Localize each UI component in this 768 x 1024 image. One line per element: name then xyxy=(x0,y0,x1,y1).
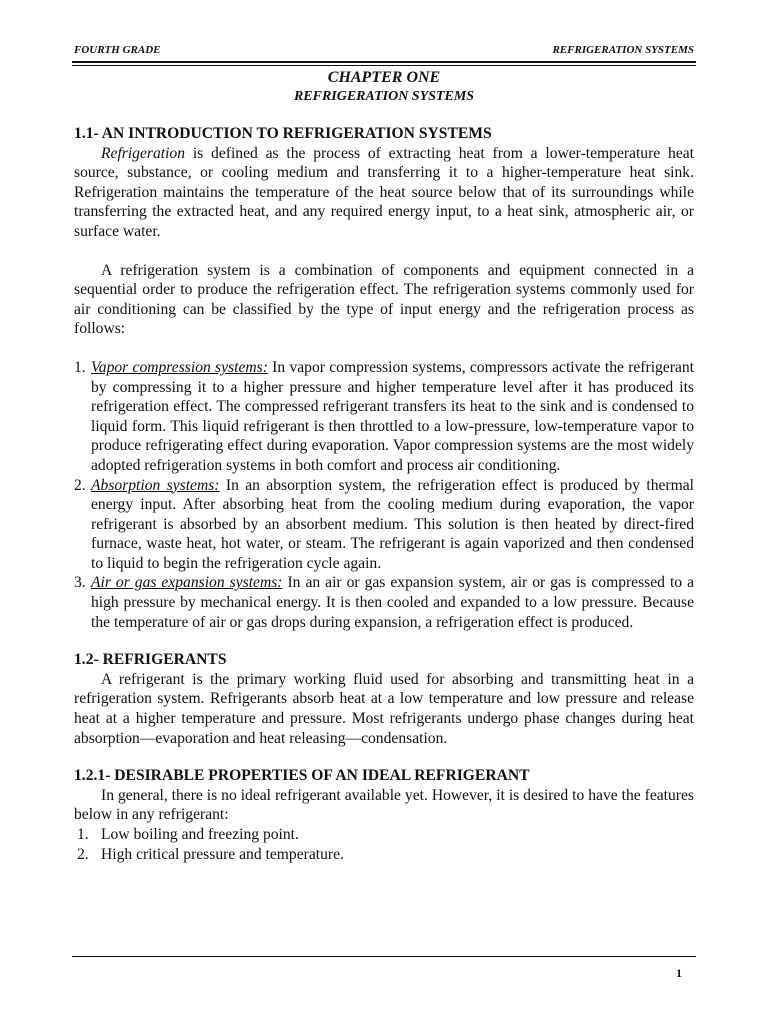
list-number: 2. xyxy=(74,476,86,494)
page-number: 1 xyxy=(676,966,682,980)
list-number: 3. xyxy=(74,574,86,592)
list-item-text: High critical pressure and temperature. xyxy=(101,845,344,863)
paragraph-definition xyxy=(74,144,694,242)
list-item-text: In an absorption system, the refrigeration effect is produced by thermal energy input. After absorbing heat from the cooling medium during evaporation, the vapor refrigerant is absorbed by an absorbent medium. This solution is then heated by direct-fired furnace, waste heat, hot water, or steam. The refrigerant is again vaporized and then condensed to liquid to begin the refrigeration cycle again. xyxy=(91,476,695,572)
list-item xyxy=(74,573,694,632)
header-left: FOURTH GRADE xyxy=(74,44,161,56)
properties-list xyxy=(74,825,694,864)
list-item xyxy=(74,845,694,865)
running-header xyxy=(74,44,694,56)
list-item-text: In vapor compression systems, compressors activate the refrigerant by compressing it to a higher pressure and higher temperature level after it has produced its refrigeration effect. The compressed refrigerant transfers its heat to the sink and is condensed to liquid form. This liquid refrigerant is then throttled to a low-pressure, low-temperature vapor to produce refrigerating effect during evaporation. Vapor compression systems are the most widely adopted refrigeration systems in both comfort and process air conditioning. xyxy=(91,358,694,474)
term-air-gas-expansion: Air or gas expansion systems: xyxy=(91,574,283,592)
list-item-text: In an air or gas expansion system, air or gas is compressed to a high pressure by mechanical energy. It is then cooled and expanded to a low pressure. Because the temperature of air or gas drops during expansion, a refrigeration effect is produced. xyxy=(91,574,694,631)
list-number: 1. xyxy=(77,826,89,843)
list-number: 1. xyxy=(74,358,86,376)
header-rule xyxy=(72,61,696,66)
term-refrigeration: Refrigeration xyxy=(101,144,186,162)
page-content xyxy=(74,68,694,864)
chapter-subtitle: REFRIGERATION SYSTEMS xyxy=(293,89,475,104)
list-item xyxy=(74,358,694,476)
system-types-list xyxy=(74,358,694,632)
list-item-text: Low boiling and freezing point. xyxy=(101,826,299,843)
list-item xyxy=(74,825,694,845)
section-heading-1-2: 1.2- REFRIGERANTS xyxy=(74,651,227,669)
list-number: 2. xyxy=(77,845,89,863)
paragraph-ideal: In general, there is no ideal refrigerant available yet. However, it is desired to have the features below in any refrigerant: xyxy=(74,786,694,824)
chapter-title: CHAPTER ONE xyxy=(327,69,441,86)
paragraph-system: A refrigeration system is a combination of components and equipment connected in a sequential order to produce the refrigeration effect. The refrigeration systems commonly used for air conditioning can be classified by the type of input energy and the refrigeration process as follows: xyxy=(74,261,694,338)
term-absorption: Absorption systems: xyxy=(91,476,220,494)
footer-rule xyxy=(72,956,696,957)
definition-text: is defined as the process of extracting heat from a lower-temperature heat source, substance, or cooling medium and transferring it to a higher-temperature heat sink. Refrigeration maintains the temperature of the heat source below that of its surroundings while transferring the extracted heat, and any required energy input, to a heat sink, atmospheric air, or surface water. xyxy=(74,144,694,240)
section-heading-1-1: 1.1- AN INTRODUCTION TO REFRIGERATION SYSTEMS xyxy=(74,125,492,142)
header-right: REFRIGERATION SYSTEMS xyxy=(552,44,694,56)
list-item xyxy=(74,476,694,574)
section-heading-1-2-1: 1.2.1- DESIRABLE PROPERTIES OF AN IDEAL REFRIGERANT xyxy=(74,767,530,785)
paragraph-refrigerants: A refrigerant is the primary working fluid used for absorbing and transmitting heat in a refrigeration system. Refrigerants absorb heat at a low temperature and low pressure and release heat at a higher temperature and pressure. Most refrigerants undergo phase changes during heat absorption—evaporation and heat releasing—condensation. xyxy=(74,670,694,747)
term-vapor-compression: Vapor compression systems: xyxy=(91,358,268,376)
